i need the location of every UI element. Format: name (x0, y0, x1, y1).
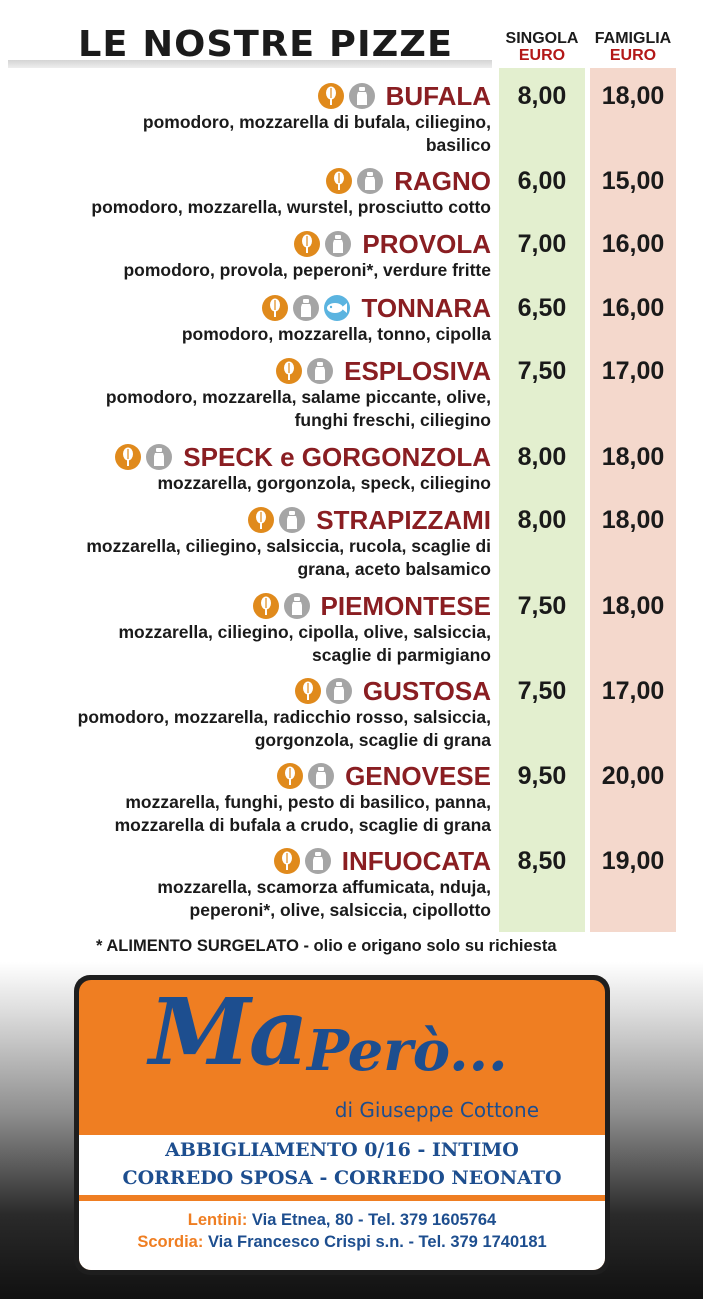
wheat-icon (115, 444, 141, 470)
price-family: 18,00 (601, 506, 665, 534)
milk-icon (349, 83, 375, 109)
price-family: 18,00 (601, 443, 665, 471)
pizza-heading (277, 760, 491, 792)
pizza-name: TONNARA (361, 293, 491, 323)
wheat-icon (274, 848, 300, 874)
brand-logo-ma: Ma (149, 980, 307, 1086)
footnote: * ALIMENTO SURGELATO - olio e origano solo su richiesta (96, 937, 557, 955)
milk-icon (305, 848, 331, 874)
pizza-ingredients-line-1: pomodoro, mozzarella di bufala, ciliegino, (142, 112, 491, 132)
pizza-ingredients-line-2: grana, aceto balsamico (297, 558, 491, 579)
price-single: 8,00 (517, 506, 567, 534)
pizza-name: RAGNO (394, 166, 491, 196)
price-family: 18,00 (601, 592, 665, 620)
milk-icon (307, 358, 333, 384)
milk-icon (284, 593, 310, 619)
price-single: 9,50 (517, 762, 567, 790)
pizza-ingredients-line-2: scaglie di parmigiano (312, 644, 491, 665)
pizza-ingredients-line-1: pomodoro, mozzarella, salame piccante, olive, (105, 387, 491, 407)
pizza-heading (318, 80, 491, 112)
price-family: 15,00 (601, 167, 665, 195)
price-family: 16,00 (601, 230, 665, 258)
advert-address-1 (79, 1211, 605, 1230)
family-column-currency: EURO (609, 47, 657, 64)
advert-address-2-text: Via Francesco Crispi s.n. - Tel. 379 1740181 (207, 1233, 547, 1251)
price-single: 8,00 (517, 443, 567, 471)
price-single: 6,50 (517, 294, 567, 322)
family-column-label: FAMIGLIA (594, 30, 672, 47)
milk-icon (325, 231, 351, 257)
pizza-ingredients-line-1: pomodoro, mozzarella, wurstel, prosciutto cotto (91, 197, 491, 217)
pizza-ingredients-line-2: funghi freschi, ciliegino (294, 409, 491, 430)
single-price-column (499, 68, 585, 932)
pizza-heading (248, 504, 491, 536)
pizza-heading (295, 675, 491, 707)
pizza-ingredients-line-2: basilico (425, 134, 491, 155)
single-column-header (499, 30, 585, 64)
wheat-icon (276, 358, 302, 384)
milk-icon (308, 763, 334, 789)
pizza-ingredients-line-2: mozzarella di bufala a crudo, scaglie di grana (114, 814, 491, 835)
pizza-heading (274, 845, 491, 877)
advert-address-1-text: Via Etnea, 80 - Tel. 379 1605764 (251, 1211, 497, 1229)
page-title: LE NOSTRE PIZZE (78, 24, 454, 65)
pizza-ingredients (11, 323, 491, 346)
advert-city-2: Scordia: (137, 1233, 204, 1251)
price-family: 17,00 (601, 677, 665, 705)
single-column-label: SINGOLA (505, 30, 579, 47)
advert-address-2 (79, 1233, 605, 1252)
price-single: 8,50 (517, 847, 567, 875)
pizza-ingredients (11, 472, 491, 495)
milk-icon (293, 295, 319, 321)
price-single: 7,00 (517, 230, 567, 258)
pizza-ingredients-line-1: mozzarella, scamorza affumicata, nduja, (157, 877, 491, 897)
pizza-name: GUSTOSA (362, 676, 491, 706)
wheat-icon (277, 763, 303, 789)
price-family: 17,00 (601, 357, 665, 385)
pizza-ingredients-line-1: pomodoro, mozzarella, radicchio rosso, salsiccia, (77, 707, 491, 727)
pizza-ingredients-line-1: pomodoro, mozzarella, tonno, cipolla (181, 324, 491, 344)
pizza-heading (294, 228, 491, 260)
advert-services-line-1: ABBIGLIAMENTO 0/16 - INTIMO (165, 1139, 519, 1161)
price-single: 7,50 (517, 677, 567, 705)
price-single: 7,50 (517, 357, 567, 385)
single-column-currency: EURO (518, 47, 566, 64)
wheat-icon (326, 168, 352, 194)
price-family: 18,00 (601, 82, 665, 110)
family-price-column (590, 68, 676, 932)
pizza-ingredients-line-1: mozzarella, ciliegino, salsiccia, rucola, scaglie di (86, 536, 491, 556)
pizza-heading (326, 165, 491, 197)
pizza-ingredients (11, 386, 491, 431)
pizza-name: INFUOCATA (341, 846, 491, 876)
price-single: 7,50 (517, 592, 567, 620)
pizza-name: BUFALA (385, 81, 491, 111)
pizza-ingredients (11, 876, 491, 921)
pizza-ingredients (11, 111, 491, 156)
wheat-icon (253, 593, 279, 619)
pizza-name: ESPLOSIVA (344, 356, 491, 386)
wheat-icon (262, 295, 288, 321)
pizza-ingredients (11, 196, 491, 219)
pizza-heading (253, 590, 491, 622)
pizza-name: GENOVESE (345, 761, 491, 791)
price-family: 19,00 (601, 847, 665, 875)
pizza-heading (262, 292, 491, 324)
milk-icon (279, 507, 305, 533)
advert-services-line-2: CORREDO SPOSA - CORREDO NEONATO (122, 1167, 562, 1189)
brand-logo-pero: Però... (307, 1018, 508, 1084)
milk-icon (357, 168, 383, 194)
price-single: 6,00 (517, 167, 567, 195)
wheat-icon (318, 83, 344, 109)
price-family: 16,00 (601, 294, 665, 322)
advert-city-1: Lentini: (187, 1211, 248, 1229)
pizza-ingredients (11, 791, 491, 836)
pizza-ingredients-line-1: mozzarella, gorgonzola, speck, ciliegino (157, 473, 491, 493)
pizza-ingredients-line-2: peperoni*, olive, salsiccia, cipollotto (189, 899, 491, 920)
pizza-ingredients-line-1: mozzarella, funghi, pesto di basilico, panna, (125, 792, 491, 812)
pizza-name: PROVOLA (362, 229, 491, 259)
pizza-ingredients (11, 621, 491, 666)
advert-owner: di Giuseppe Cottone (334, 1098, 539, 1122)
pizza-ingredients-line-1: mozzarella, ciliegino, cipolla, olive, salsiccia, (118, 622, 491, 642)
pizza-heading (115, 441, 491, 473)
milk-icon (146, 444, 172, 470)
pizza-ingredients (11, 259, 491, 282)
price-single: 8,00 (517, 82, 567, 110)
price-family: 20,00 (601, 762, 665, 790)
advert-banner (79, 980, 605, 1270)
pizza-name: PIEMONTESE (320, 591, 491, 621)
family-column-header (590, 30, 676, 64)
pizza-ingredients-line-1: pomodoro, provola, peperoni*, verdure fritte (123, 260, 491, 280)
pizza-ingredients-line-2: gorgonzola, scaglie di grana (254, 729, 491, 750)
pizza-heading (276, 355, 491, 387)
fish-icon (324, 295, 350, 321)
pizza-name: SPECK e GORGONZOLA (183, 442, 491, 472)
wheat-icon (294, 231, 320, 257)
pizza-ingredients (11, 535, 491, 580)
milk-icon (326, 678, 352, 704)
wheat-icon (295, 678, 321, 704)
pizza-ingredients (11, 706, 491, 751)
wheat-icon (248, 507, 274, 533)
pizza-name: STRAPIZZAMI (316, 505, 491, 535)
